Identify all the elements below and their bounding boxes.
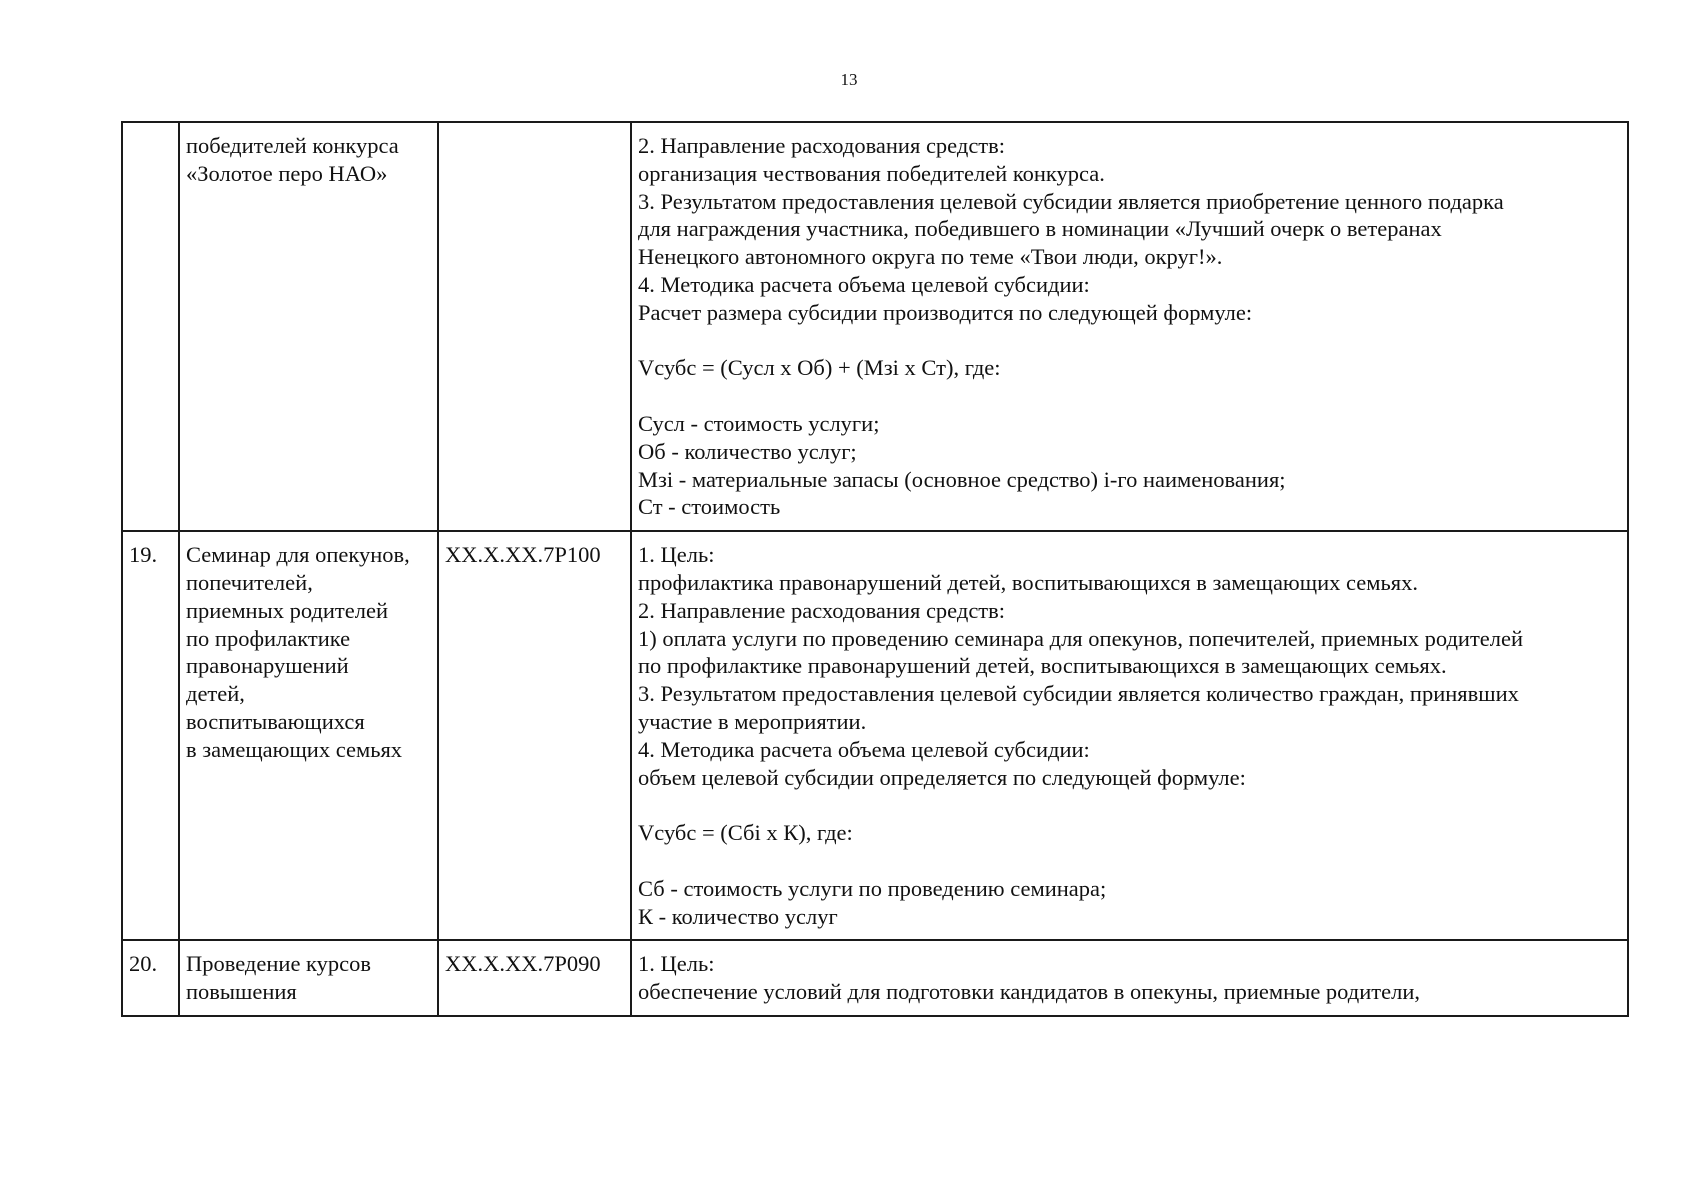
description-line: Ст - стоимость xyxy=(638,494,781,520)
description-line: участие в мероприятии. xyxy=(638,708,867,734)
subsidy-table xyxy=(121,121,1629,1017)
budget-code: XX.X.XX.7P100 xyxy=(445,542,601,568)
event-name-line: детей, xyxy=(186,681,245,707)
event-name-cell xyxy=(179,122,438,531)
event-name-cell xyxy=(179,531,438,940)
budget-code: XX.X.XX.7P090 xyxy=(445,951,601,977)
blank-line xyxy=(638,791,1621,819)
event-name-cell xyxy=(179,940,438,1016)
description-line: 3. Результатом предоставления целевой субсидии является приобретение ценного подарка xyxy=(638,188,1504,214)
table-body xyxy=(122,122,1628,1016)
event-name-line: «Золотое перо НАО» xyxy=(186,160,388,186)
description-line: К - количество услуг xyxy=(638,903,838,929)
row-number: 20. xyxy=(129,951,158,977)
description-line: объем целевой субсидии определяется по следующей формуле: xyxy=(638,764,1246,790)
event-name-line: приемных родителей xyxy=(186,597,389,623)
description-line: Ненецкого автономного округа по теме «Твои люди, округ!». xyxy=(638,244,1223,270)
description-line: 1. Цель: xyxy=(638,951,715,977)
event-name-line: победителей конкурса xyxy=(186,133,399,158)
description-line: Об - количество услуг; xyxy=(638,438,857,464)
description-line: для награждения участника, победившего в номинации «Лучший очерк о ветеранах xyxy=(638,216,1442,242)
description-line: Сб - стоимость услуги по проведению семинара; xyxy=(638,875,1107,901)
blank-line xyxy=(638,382,1621,410)
description-line: 4. Методика расчета объема целевой субсидии: xyxy=(638,736,1090,762)
budget-code-cell xyxy=(438,940,631,1016)
description-line: Расчет размера субсидии производится по следующей формуле: xyxy=(638,299,1253,325)
description-line: Vсубс = (Сусл x Об) + (Мзi x Ст), где: xyxy=(638,355,1001,381)
budget-code-cell xyxy=(438,531,631,940)
description-line: 1) оплата услуги по проведению семинара для опекунов, попечителей, приемных родителей xyxy=(638,625,1524,651)
description-line: 2. Направление расходования средств: xyxy=(638,597,1006,623)
event-name-line: правонарушений xyxy=(186,653,349,679)
blank-line xyxy=(638,847,1621,875)
event-name-line: попечителей, xyxy=(186,569,313,595)
description-line: Сусл - стоимость услуги; xyxy=(638,410,880,436)
event-name-line: воспитывающихся xyxy=(186,708,365,734)
event-name-line: по профилактике xyxy=(186,625,351,651)
row-number-cell xyxy=(122,122,179,531)
event-name-line: повышения xyxy=(186,979,297,1005)
description-line: 3. Результатом предоставления целевой субсидии является количество граждан, принявших xyxy=(638,681,1519,707)
description-cell xyxy=(631,122,1628,531)
event-name-line: Проведение курсов xyxy=(186,951,372,977)
event-name-line: Семинар для опекунов, xyxy=(186,542,410,568)
row-number: 19. xyxy=(129,542,158,568)
row-number-cell xyxy=(122,940,179,1016)
table-row xyxy=(122,940,1628,1016)
description-line: обеспечение условий для подготовки кандидатов в опекуны, приемные родители, xyxy=(638,979,1420,1005)
table-row xyxy=(122,531,1628,940)
description-line: организация чествования победителей конкурса. xyxy=(638,160,1105,186)
description-line: 4. Методика расчета объема целевой субсидии: xyxy=(638,271,1090,297)
table-row xyxy=(122,122,1628,531)
page-number: 13 xyxy=(840,70,858,89)
description-line: по профилактике правонарушений детей, воспитывающихся в замещающих семьях. xyxy=(638,653,1447,679)
description-line: 2. Направление расходования средств: xyxy=(638,133,1006,158)
event-name-line: в замещающих семьях xyxy=(186,736,403,762)
budget-code-cell xyxy=(438,122,631,531)
description-line: профилактика правонарушений детей, воспитывающихся в замещающих семьях. xyxy=(638,569,1418,595)
row-number-cell xyxy=(122,531,179,940)
blank-line xyxy=(638,327,1621,355)
description-line: Мзi - материальные запасы (основное средство) i-го наименования; xyxy=(638,466,1286,492)
description-line: 1. Цель: xyxy=(638,542,715,568)
description-cell xyxy=(631,531,1628,940)
description-line: Vсубс = (Сбi x К), где: xyxy=(638,820,853,846)
description-cell xyxy=(631,940,1628,1016)
